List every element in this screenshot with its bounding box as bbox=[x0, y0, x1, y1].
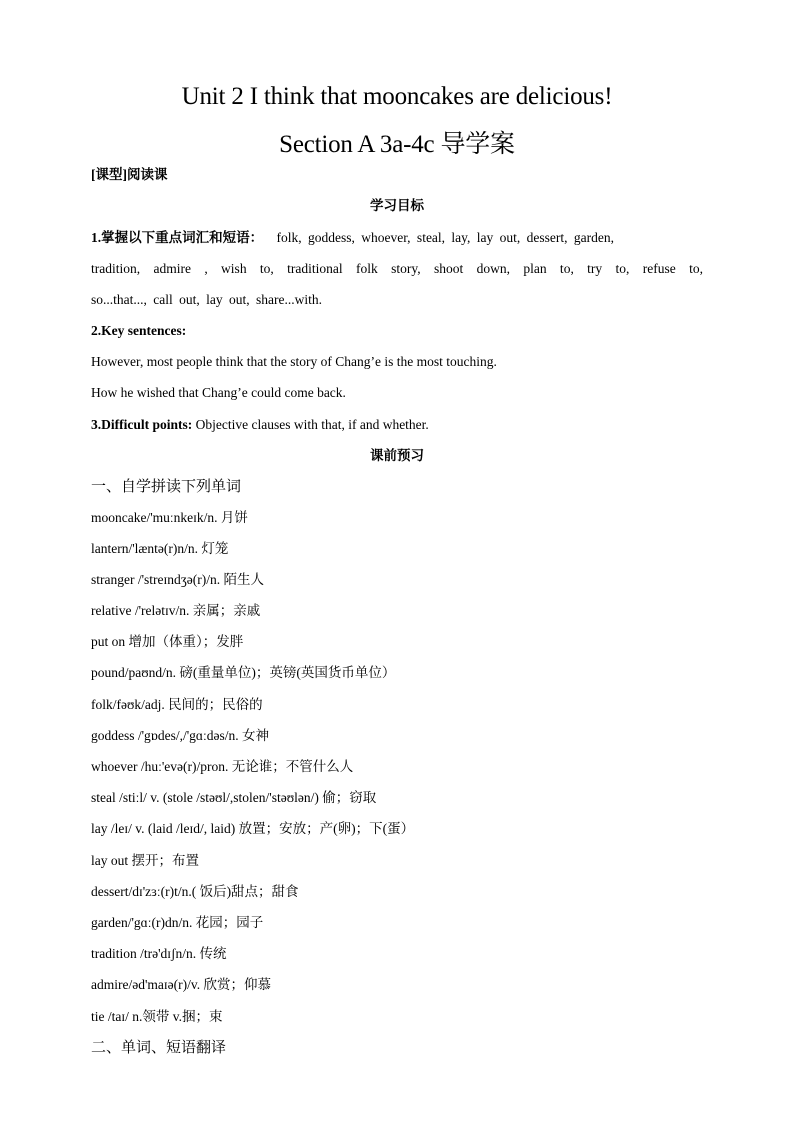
objective-1-label: 1.掌握以下重点词汇和短语： bbox=[91, 230, 264, 245]
section-2-heading: 二、单词、短语翻译 bbox=[91, 1040, 227, 1056]
objective-2-label: 2.Key sentences: bbox=[91, 323, 187, 338]
vocab-item: admire/əd'maɪə(r)/v. 欣赏；仰慕 bbox=[91, 977, 272, 992]
vocab-item: tie /taɪ/ n.领带 v.捆；束 bbox=[91, 1009, 223, 1024]
objective-1-words-line-3: so...that..., call out, lay out, share...with. bbox=[91, 292, 322, 307]
vocab-item: lay /leɪ/ v. (laid /leɪd/, laid) 放置；安放；产(卵)；下(蛋） bbox=[91, 821, 415, 836]
title-line-1: Unit 2 I think that mooncakes are delicious! bbox=[181, 83, 613, 110]
objective-3 bbox=[91, 416, 429, 434]
course-type: [课型]阅读课 bbox=[91, 167, 168, 182]
objective-1 bbox=[91, 229, 703, 247]
objectives-heading: 学习目标 bbox=[370, 198, 424, 213]
title-line-2: Section A 3a-4c 导学案 bbox=[279, 131, 515, 158]
objective-3-label: 3.Difficult points: bbox=[91, 417, 193, 432]
section-1-heading: 一、自学拼读下列单词 bbox=[91, 479, 242, 495]
vocab-item: dessert/dɪ'zɜː(r)t/n.( 饭后)甜点；甜食 bbox=[91, 884, 299, 899]
vocab-item: pound/paʊnd/n. 磅(重量单位)；英镑(英国货币单位） bbox=[91, 665, 396, 680]
key-sentence-2: How he wished that Chang’e could come back. bbox=[91, 385, 346, 400]
vocab-item: goddess /'gɒdes/,/'gɑːdəs/n. 女神 bbox=[91, 728, 269, 743]
objective-1-words-line-2: tradition, admire , wish to, traditional folk story, shoot down, plan to, try to, refuse to, bbox=[91, 261, 703, 276]
objective-3-text: Objective clauses with that, if and whether. bbox=[195, 417, 429, 432]
objective-1-words-line-1: folk, goddess, whoever, steal, lay, lay out, dessert, garden, bbox=[276, 230, 614, 245]
vocab-item: garden/'gɑː(r)dn/n. 花园；园子 bbox=[91, 915, 264, 930]
vocab-item: tradition /trə'dɪʃn/n. 传统 bbox=[91, 946, 227, 961]
key-sentence-1: However, most people think that the story of Chang’e is the most touching. bbox=[91, 354, 497, 369]
vocab-item: lantern/'læntə(r)n/n. 灯笼 bbox=[91, 541, 229, 556]
vocab-item: folk/fəʊk/adj. 民间的；民俗的 bbox=[91, 697, 263, 712]
vocab-item: lay out 摆开；布置 bbox=[91, 853, 199, 868]
vocab-item: mooncake/'muːnkeɪk/n. 月饼 bbox=[91, 510, 248, 525]
vocab-item: relative /'relətɪv/n. 亲属；亲戚 bbox=[91, 603, 261, 618]
vocab-item: stranger /'streɪndʒə(r)/n. 陌生人 bbox=[91, 572, 265, 587]
vocab-item: put on 增加（体重）；发胖 bbox=[91, 634, 244, 649]
vocab-item: steal /stiːl/ v. (stole /stəʊl/,stolen/'stəʊlən/) 偷；窃取 bbox=[91, 790, 377, 805]
vocab-item: whoever /huː'evə(r)/pron. 无论谁；不管什么人 bbox=[91, 759, 354, 774]
preview-heading: 课前预习 bbox=[370, 448, 424, 463]
